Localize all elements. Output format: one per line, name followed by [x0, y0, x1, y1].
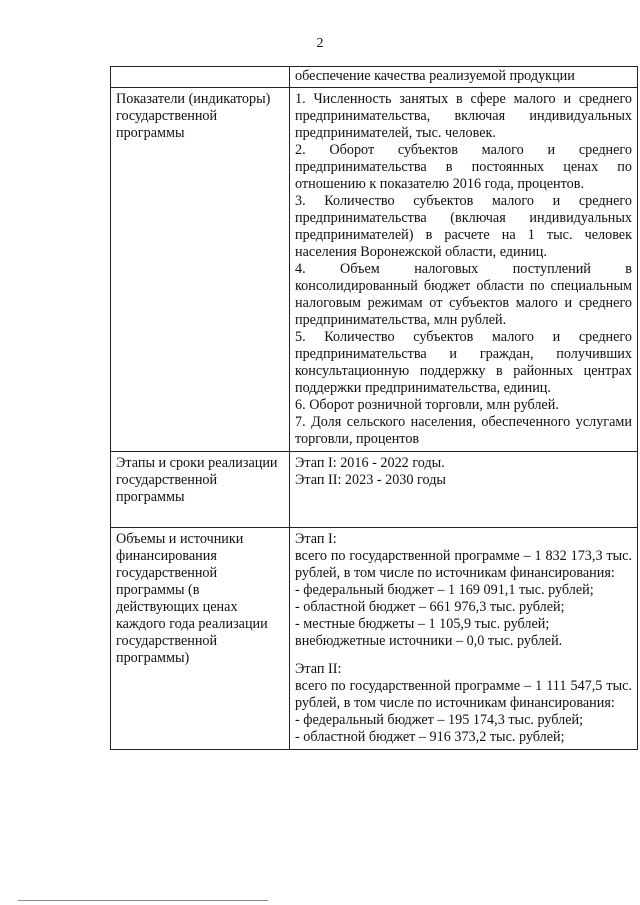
table-row: [111, 67, 638, 88]
row-label-indicators: Показатели (индикаторы) государственной программы: [111, 88, 290, 452]
spacer: [295, 650, 632, 661]
stage1-item: внебюджетные источники – 0,0 тыс. рублей.: [295, 633, 563, 649]
indicator-item: 6. Оборот розничной торговли, млн рублей.: [295, 397, 559, 413]
indicator-item: 4. Объем налоговых поступлений в консолидированный бюджет области по специальным налоговым режимам от субъектов малого и среднего предпринимательства, млн рублей.: [295, 261, 632, 328]
goal-continuation: [290, 67, 638, 88]
row-label: [111, 67, 290, 88]
indicators-list: [290, 88, 638, 452]
indicator-item: 2. Оборот субъектов малого и среднего предпринимательства в постоянных ценах по отношению к показателю 2016 года, процентов.: [295, 142, 632, 192]
stage1-item: - федеральный бюджет – 1 169 091,1 тыс. рублей;: [295, 582, 594, 598]
table-row: [111, 528, 638, 750]
table-row: [111, 88, 638, 452]
program-passport-table: [110, 66, 638, 750]
stage1-title: Этап I:: [295, 531, 337, 547]
stage2-total: всего по государственной программе – 1 111 547,5 тыс. рублей, в том числе по источникам финансирования:: [295, 678, 632, 711]
row-label-financing: Объемы и источники финансирования государственной программы (в действующих ценах каждого года реализации государственной программы): [111, 528, 290, 750]
goal-text: обеспечение качества реализуемой продукции: [295, 68, 575, 84]
row-label-stages: Этапы и сроки реализации государственной программы: [111, 452, 290, 528]
stage1-total: всего по государственной программе – 1 832 173,3 тыс. рублей, в том числе по источникам финансирования:: [295, 548, 632, 581]
stage1-item: - областной бюджет – 661 976,3 тыс. рублей;: [295, 599, 565, 615]
footnote-separator: [18, 900, 268, 901]
stage1-item: - местные бюджеты – 1 105,9 тыс. рублей;: [295, 616, 550, 632]
indicator-item: 3. Количество субъектов малого и среднего предпринимательства (включая индивидуальных предпринимателей) в расчете на 1 тыс. человек населения Воронежской области, единиц.: [295, 193, 632, 260]
indicator-item: 1. Численность занятых в сфере малого и среднего предпринимательства, включая индивидуальных предпринимателей, тыс. человек.: [295, 91, 632, 141]
stages-list: [290, 452, 638, 528]
stage-item: Этап I: 2016 - 2022 годы.: [295, 455, 445, 471]
indicator-item: 7. Доля сельского населения, обеспеченного услугами торговли, процентов: [295, 414, 632, 447]
indicator-item: 5. Количество субъектов малого и среднего предпринимательства и граждан, получивших консультационную поддержку в районных центрах поддержки предпринимательства, единиц.: [295, 329, 632, 396]
financing-details: [290, 528, 638, 750]
page-number: 2: [316, 36, 324, 51]
stage2-item: - областной бюджет – 916 373,2 тыс. рублей;: [295, 729, 565, 745]
table-row: [111, 452, 638, 528]
stage-item: Этап II: 2023 - 2030 годы: [295, 472, 446, 488]
stage2-item: - федеральный бюджет – 195 174,3 тыс. рублей;: [295, 712, 584, 728]
stage2-title: Этап II:: [295, 661, 342, 677]
